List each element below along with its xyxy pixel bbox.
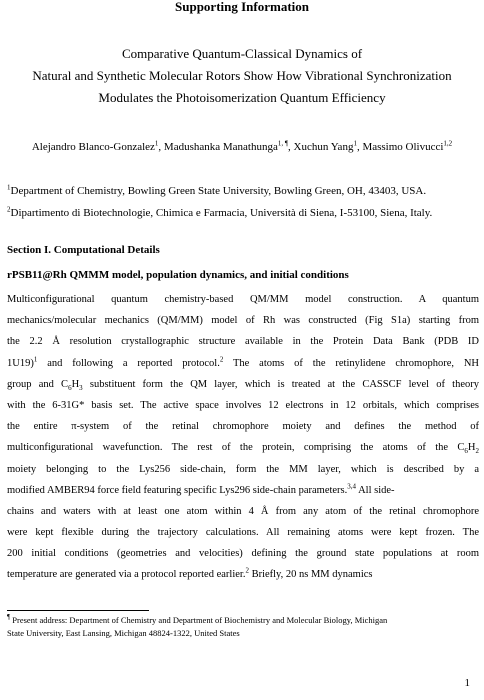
author-name: Massimo Olivucci — [362, 141, 444, 153]
body-line: temperature are generated via a protocol reported earlier.$^2$ Briefly, 20 ns MM dynamics — [7, 566, 373, 581]
author-name: Madushanka Manathunga — [163, 141, 278, 153]
body-line: 200 initial conditions (geometries and velocities) defining the ground state populations at room — [7, 548, 479, 560]
citation-ref: 2 — [219, 355, 224, 364]
affiliation-1 — [7, 184, 477, 198]
citation-ref: 1 — [33, 355, 38, 364]
author-affiliation-mark: 1, ¶ — [277, 139, 289, 148]
body-line: mechanics/molecular mechanics (QM/MM) model of Rh was constructed (Fig S1a) starting from — [7, 315, 479, 327]
author-list: Alejandro Blanco-Gonzalez$^1$, Madushanka Manathunga$^{1, \P}$, Xuchun Yang$^1$, Massimo Olivucci$^{1,2}$ — [31, 139, 453, 153]
author-affiliation-mark: 1 — [353, 139, 357, 148]
footnote-mark: ¶ — [7, 613, 11, 622]
author-affiliation-mark: 1 — [154, 139, 159, 148]
affiliation-text: Dipartimento di Biotechnologie, Chimica e Farmacia, Università di Siena, I-53100, Siena, Italy. — [10, 207, 433, 219]
body-line: modified AMBER94 force field featuring specific Lys296 side-chain parameters.$^{3,4}$ All side- — [7, 482, 395, 496]
author-name: Xuchun Yang — [293, 141, 354, 153]
title-line-3: Modulates the Photoisomerization Quantum Efficiency — [98, 90, 386, 105]
footnote-line-1: ¶ Present address: Department of Chemistry and Department of Biochemistry and Molecular Biology, Michigan — [7, 613, 388, 625]
body-line: with the 6-31G* basis set. The active space involves 12 electrons in 12 orbitals, which comprises — [7, 399, 479, 411]
affiliation-text: Department of Chemistry, Bowling Green State University, Bowling Green, OH, 43403, USA. — [10, 185, 427, 197]
citation-ref: 2 — [245, 566, 249, 575]
title-line-2: Natural and Synthetic Molecular Rotors Show How Vibrational Synchronization — [32, 68, 452, 83]
page-number: 1 — [464, 677, 470, 689]
body-line: multiconfigurational wavefunction. The rest of the protein, comprising the atoms of the $C_6H_2$ — [7, 442, 479, 456]
footnote-divider — [7, 610, 149, 611]
body-paragraph — [7, 289, 479, 586]
affiliation-mark: 1 — [7, 183, 11, 192]
paper-title — [0, 43, 484, 109]
author-name: Alejandro Blanco-Gonzalez — [31, 141, 155, 153]
footnote — [7, 614, 477, 639]
body-line: Multiconfigurational quantum chemistry-based QM/MM model construction. A quantum — [7, 294, 479, 305]
subsection-heading: rPSB11@Rh QMMM model, population dynamics, and initial conditions — [7, 269, 349, 281]
body-line: were kept flexible during the trajectory calculations. All remaining atoms were kept frozen. The — [7, 527, 479, 539]
title-line-1: Comparative Quantum-Classical Dynamics of — [121, 46, 363, 61]
body-line: the 2.2 Å resolution crystallographic structure available in the Protein Data Bank (PDB ID — [7, 336, 479, 348]
footnote-line-2: State University, East Lansing, Michigan 48824-1322, United States — [7, 627, 240, 638]
body-line: 1U19)$^1$ and following a reported protocol.$^2$ The atoms of the retinylidene chromophore, NH — [7, 355, 479, 369]
author-affiliation-mark: 1,2 — [443, 139, 453, 148]
affiliation-2 — [7, 206, 477, 220]
supporting-information-heading: Supporting Information — [175, 0, 309, 14]
body-line: moiety belonging to the Lys256 side-chain, form the MM layer, which is described by a — [7, 463, 479, 475]
citation-ref: 3,4 — [347, 482, 357, 491]
body-line: group and $C_6H_3$ substituent form the QM layer, which is treated at the CASSCF level of theory — [7, 378, 479, 392]
affiliation-mark: 2 — [7, 205, 11, 214]
body-line: the entire π-system of the retinal chromophore moiety and defines the method of — [7, 421, 479, 433]
section-heading: Section I. Computational Details — [7, 244, 160, 256]
body-line: chains and waters with at least one atom within 4 Å from any atom of the retinal chromophore — [7, 505, 479, 517]
